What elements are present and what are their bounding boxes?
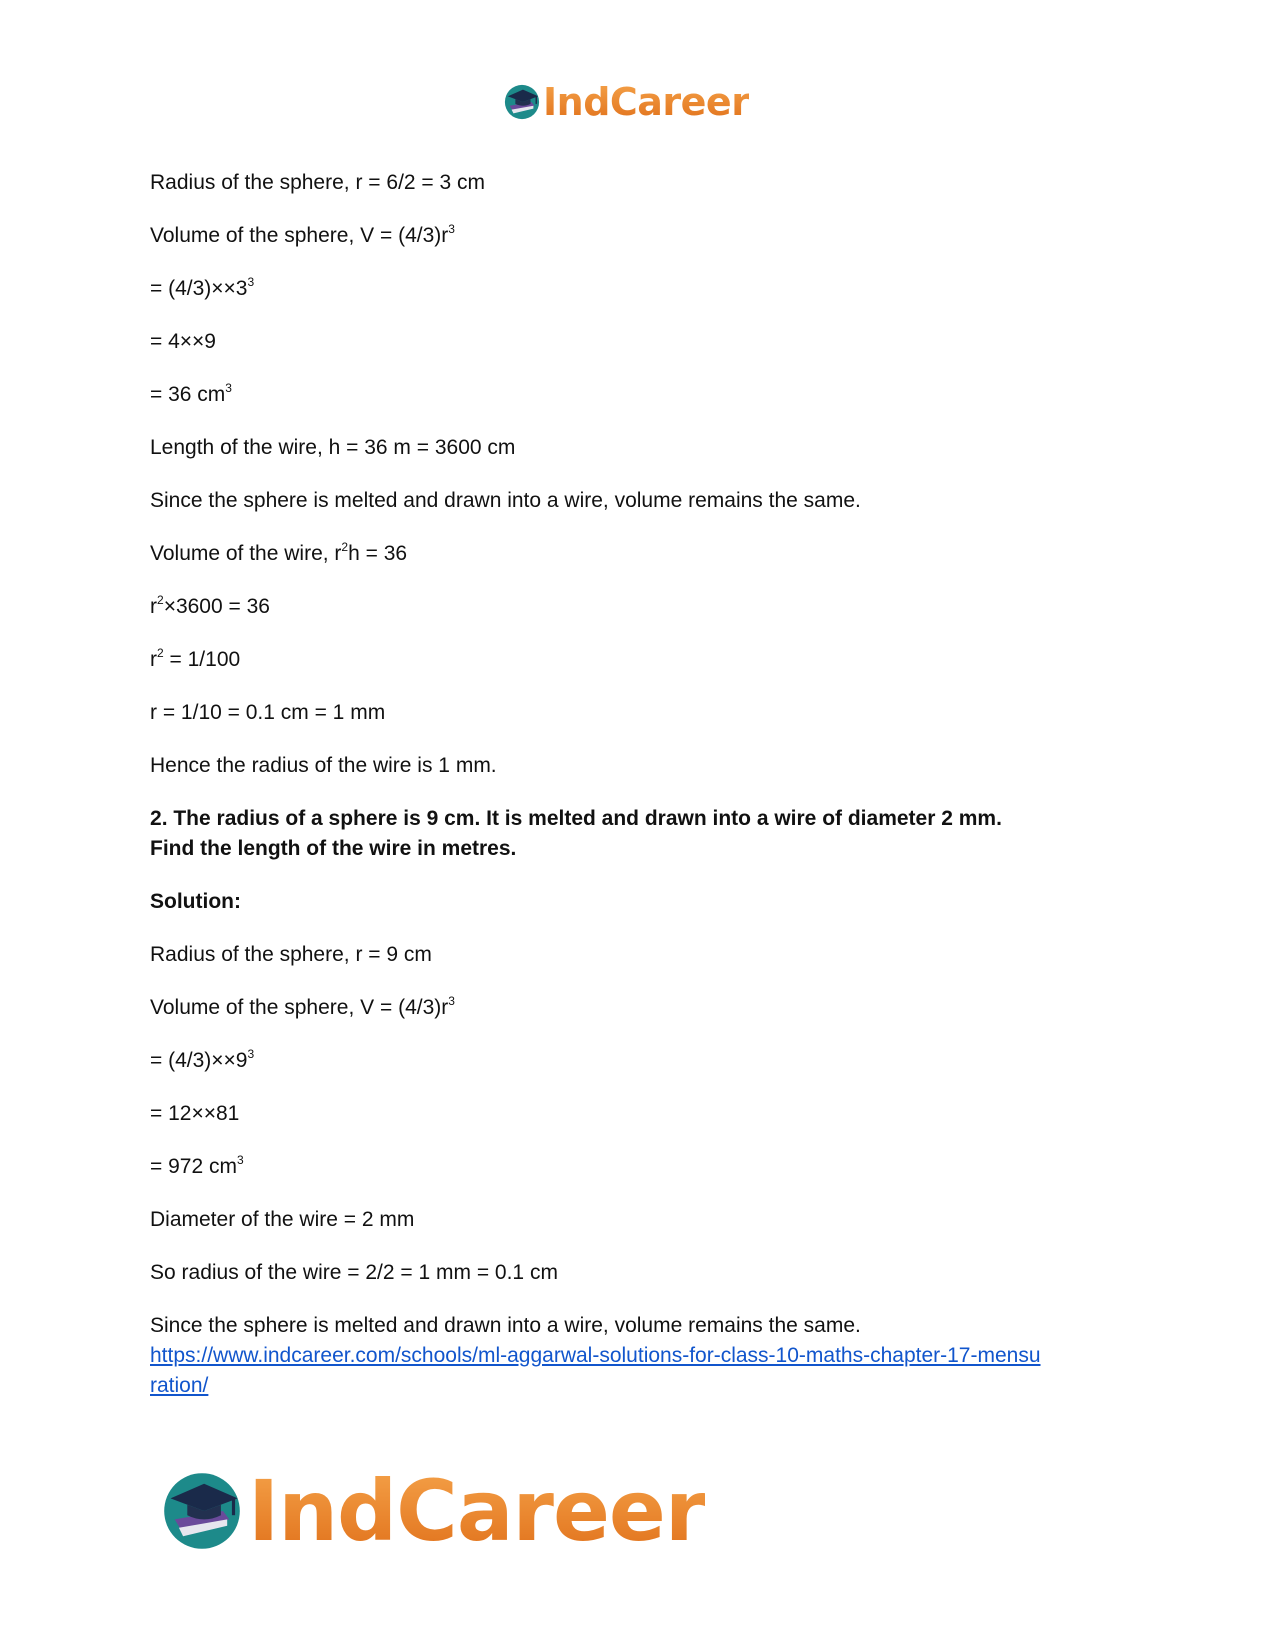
- text-line: = 36 $cm^3$: [150, 381, 232, 406]
- question-line: 2. The radius of a sphere is 9 cm. It is melted and drawn into a wire of diameter 2 mm.: [150, 807, 1002, 830]
- source-link[interactable]: ration/: [150, 1374, 209, 1397]
- text-line: $r^2 = 1/100$: [150, 646, 241, 671]
- graduation-cap-books-icon: [160, 1469, 244, 1553]
- solution-heading: Solution:: [150, 890, 241, 913]
- text-line: Volume of the wire, $r^2h = 36$: [150, 540, 408, 565]
- text-line: = $(4/3)\times\times 3^3$: [150, 275, 255, 300]
- text-line: Radius of the sphere, r = 9 cm: [150, 943, 432, 966]
- text-line: = $(4/3)\times\times 9^3$: [150, 1047, 255, 1072]
- header-logo: [503, 80, 749, 124]
- text-line: Volume of the sphere, $V = (4/3)r^3$: [150, 222, 455, 247]
- text-line: = 12××81: [150, 1102, 240, 1125]
- text-line: So radius of the wire = 2/2 = 1 mm = 0.1 cm: [150, 1261, 558, 1284]
- logo-text: IndCareer: [543, 80, 750, 124]
- text-line: Since the sphere is melted and drawn into a wire, volume remains the same.: [150, 1314, 861, 1337]
- logo-text: IndCareer: [248, 1462, 706, 1560]
- text-line: = 972 $cm^3$: [150, 1153, 244, 1178]
- text-line: Since the sphere is melted and drawn into a wire, volume remains the same.: [150, 489, 861, 512]
- text-line: Volume of the sphere, $V = (4/3)r^3$: [150, 994, 455, 1019]
- footer-logo: [160, 1462, 705, 1560]
- source-link[interactable]: https://www.indcareer.com/schools/ml-aggarwal-solutions-for-class-10-maths-chapter-17-mensu: [150, 1344, 1041, 1367]
- text-line: Diameter of the wire = 2 mm: [150, 1208, 415, 1231]
- text-line: Hence the radius of the wire is 1 mm.: [150, 754, 497, 777]
- text-line: $r^2\times 3600 = 36$: [150, 593, 270, 618]
- text-line: r = 1/10 = 0.1 cm = 1 mm: [150, 701, 386, 724]
- text-line: = 4××9: [150, 330, 216, 353]
- text-line: Length of the wire, h = 36 m = 3600 cm: [150, 436, 516, 459]
- question-line: Find the length of the wire in metres.: [150, 837, 517, 860]
- text-line: Radius of the sphere, r = 6/2 = 3 cm: [150, 171, 486, 194]
- graduation-cap-books-icon: [503, 83, 541, 121]
